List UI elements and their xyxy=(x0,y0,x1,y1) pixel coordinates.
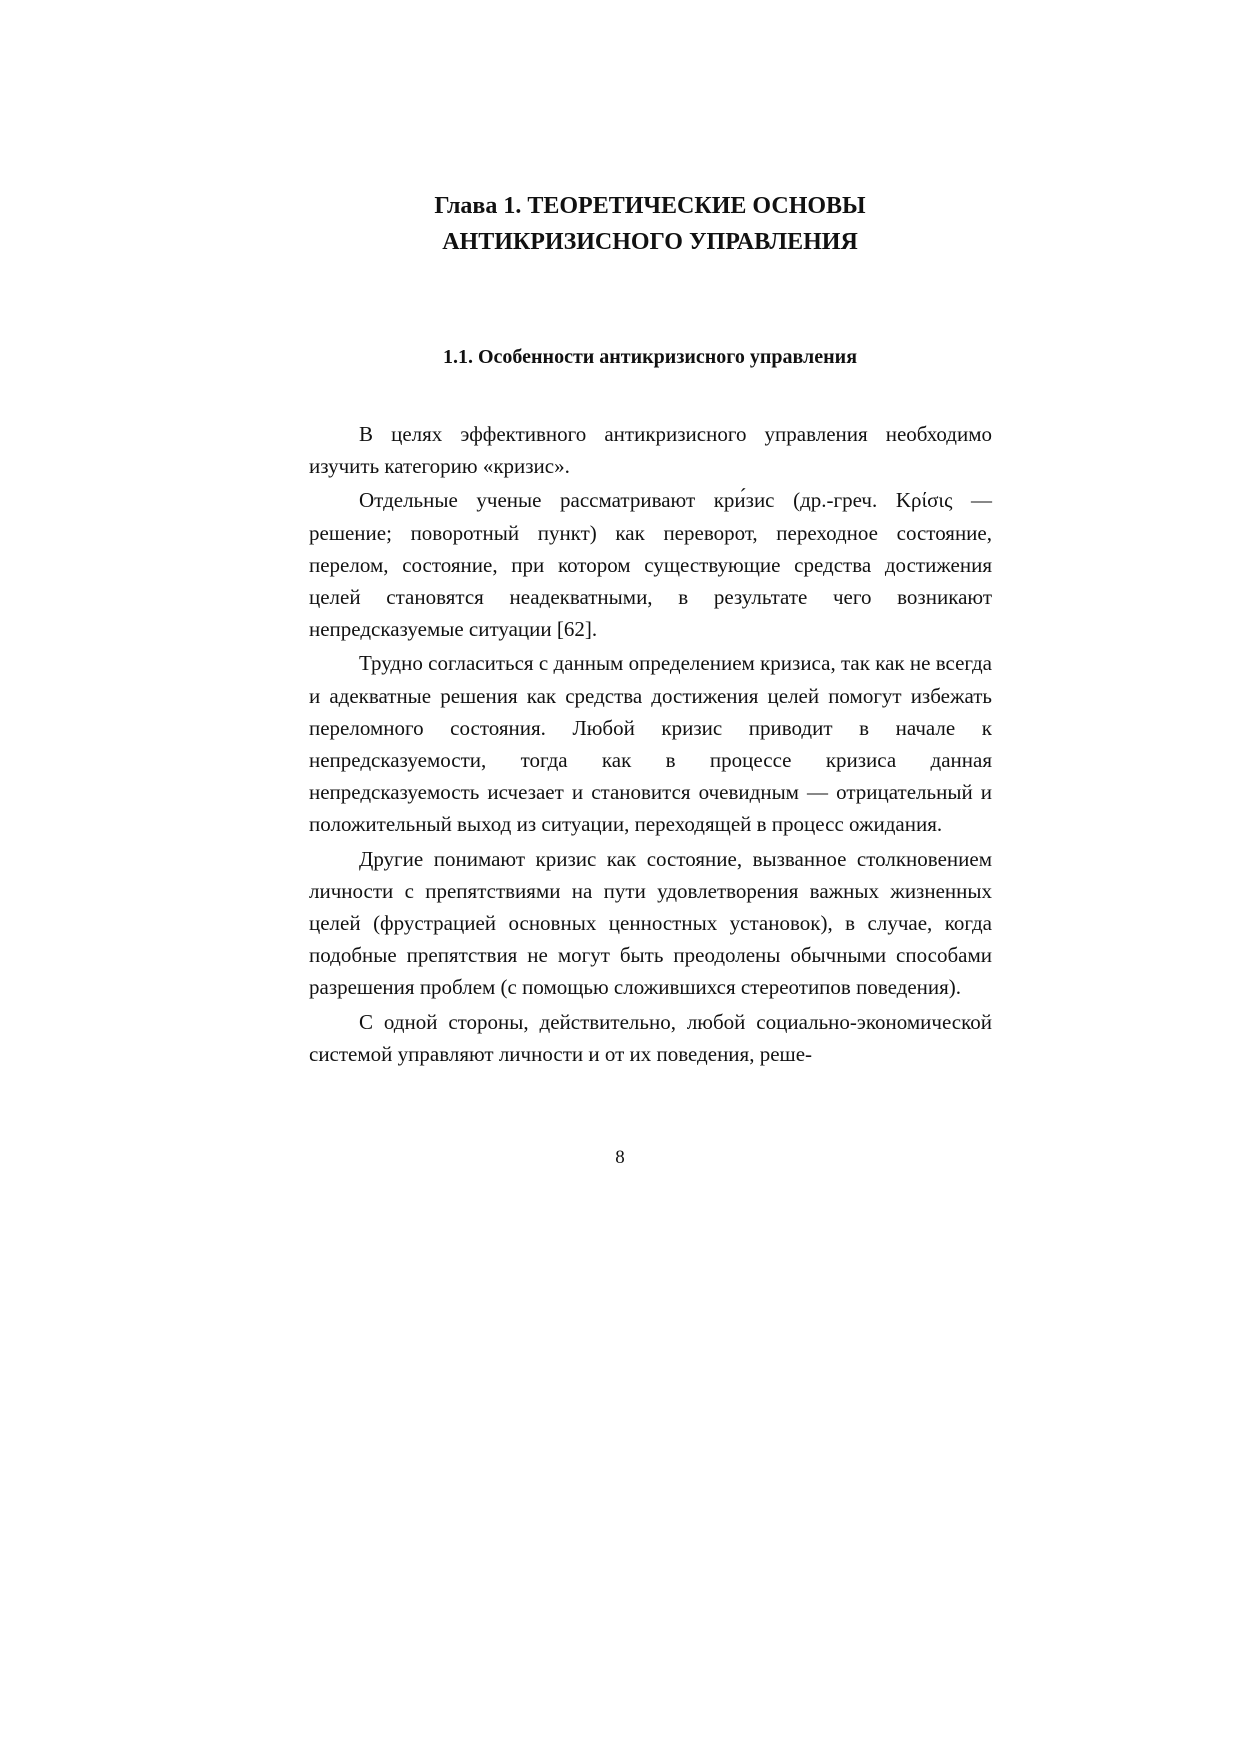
section-title: 1.1. Особенности антикризисного управления xyxy=(442,346,858,368)
chapter-title-line-2: АНТИКРИЗИСНОГО УПРАВЛЕНИЯ xyxy=(442,229,858,255)
paragraph: В целях эффективного антикризисного управления необходимо изучить категорию «кризис». xyxy=(309,422,992,479)
paragraph: Трудно согласиться с данным определением кризиса, так как не всегда и адекватные решения как средства достижения целей помогут избежать переломного состояния. Любой кризис приводит в начале к непредсказуемости, тогда как в процессе кризиса данная непредсказуемость исчезает и становится очевидным — отрицательный и положительный выход из ситуации, переходящей в процесс ожидания. xyxy=(309,651,992,837)
paragraph: С одной стороны, действительно, любой социально-экономической системой управляют личности и от их поведения, реше- xyxy=(309,1009,992,1066)
chapter-title-line-1: Глава 1. ТЕОРЕТИЧЕСКИЕ ОСНОВЫ xyxy=(434,193,866,219)
body-text xyxy=(309,418,992,1072)
paragraph: Другие понимают кризис как состояние, вызванное столкновением личности с препятствиями на пути удовлетворения важных жизненных целей (фрустрацией основных ценностных установок), в случае, когда подобные препятствия не могут быть преодолены обычными способами разрешения проблем (с помощью сложившихся стереотипов поведения). xyxy=(309,846,992,1000)
paragraph: Отдельные ученые рассматривают кри́зис (др.-греч. Κρίσις — решение; поворотный пункт) как переворот, переходное состояние, перелом, состояние, при котором существующие средства достижения целей становятся неадекватными, в результате чего возникают непредсказуемые ситуации [62]. xyxy=(309,488,992,642)
chapter-title xyxy=(310,188,990,260)
page-number: 8 xyxy=(615,1147,625,1168)
